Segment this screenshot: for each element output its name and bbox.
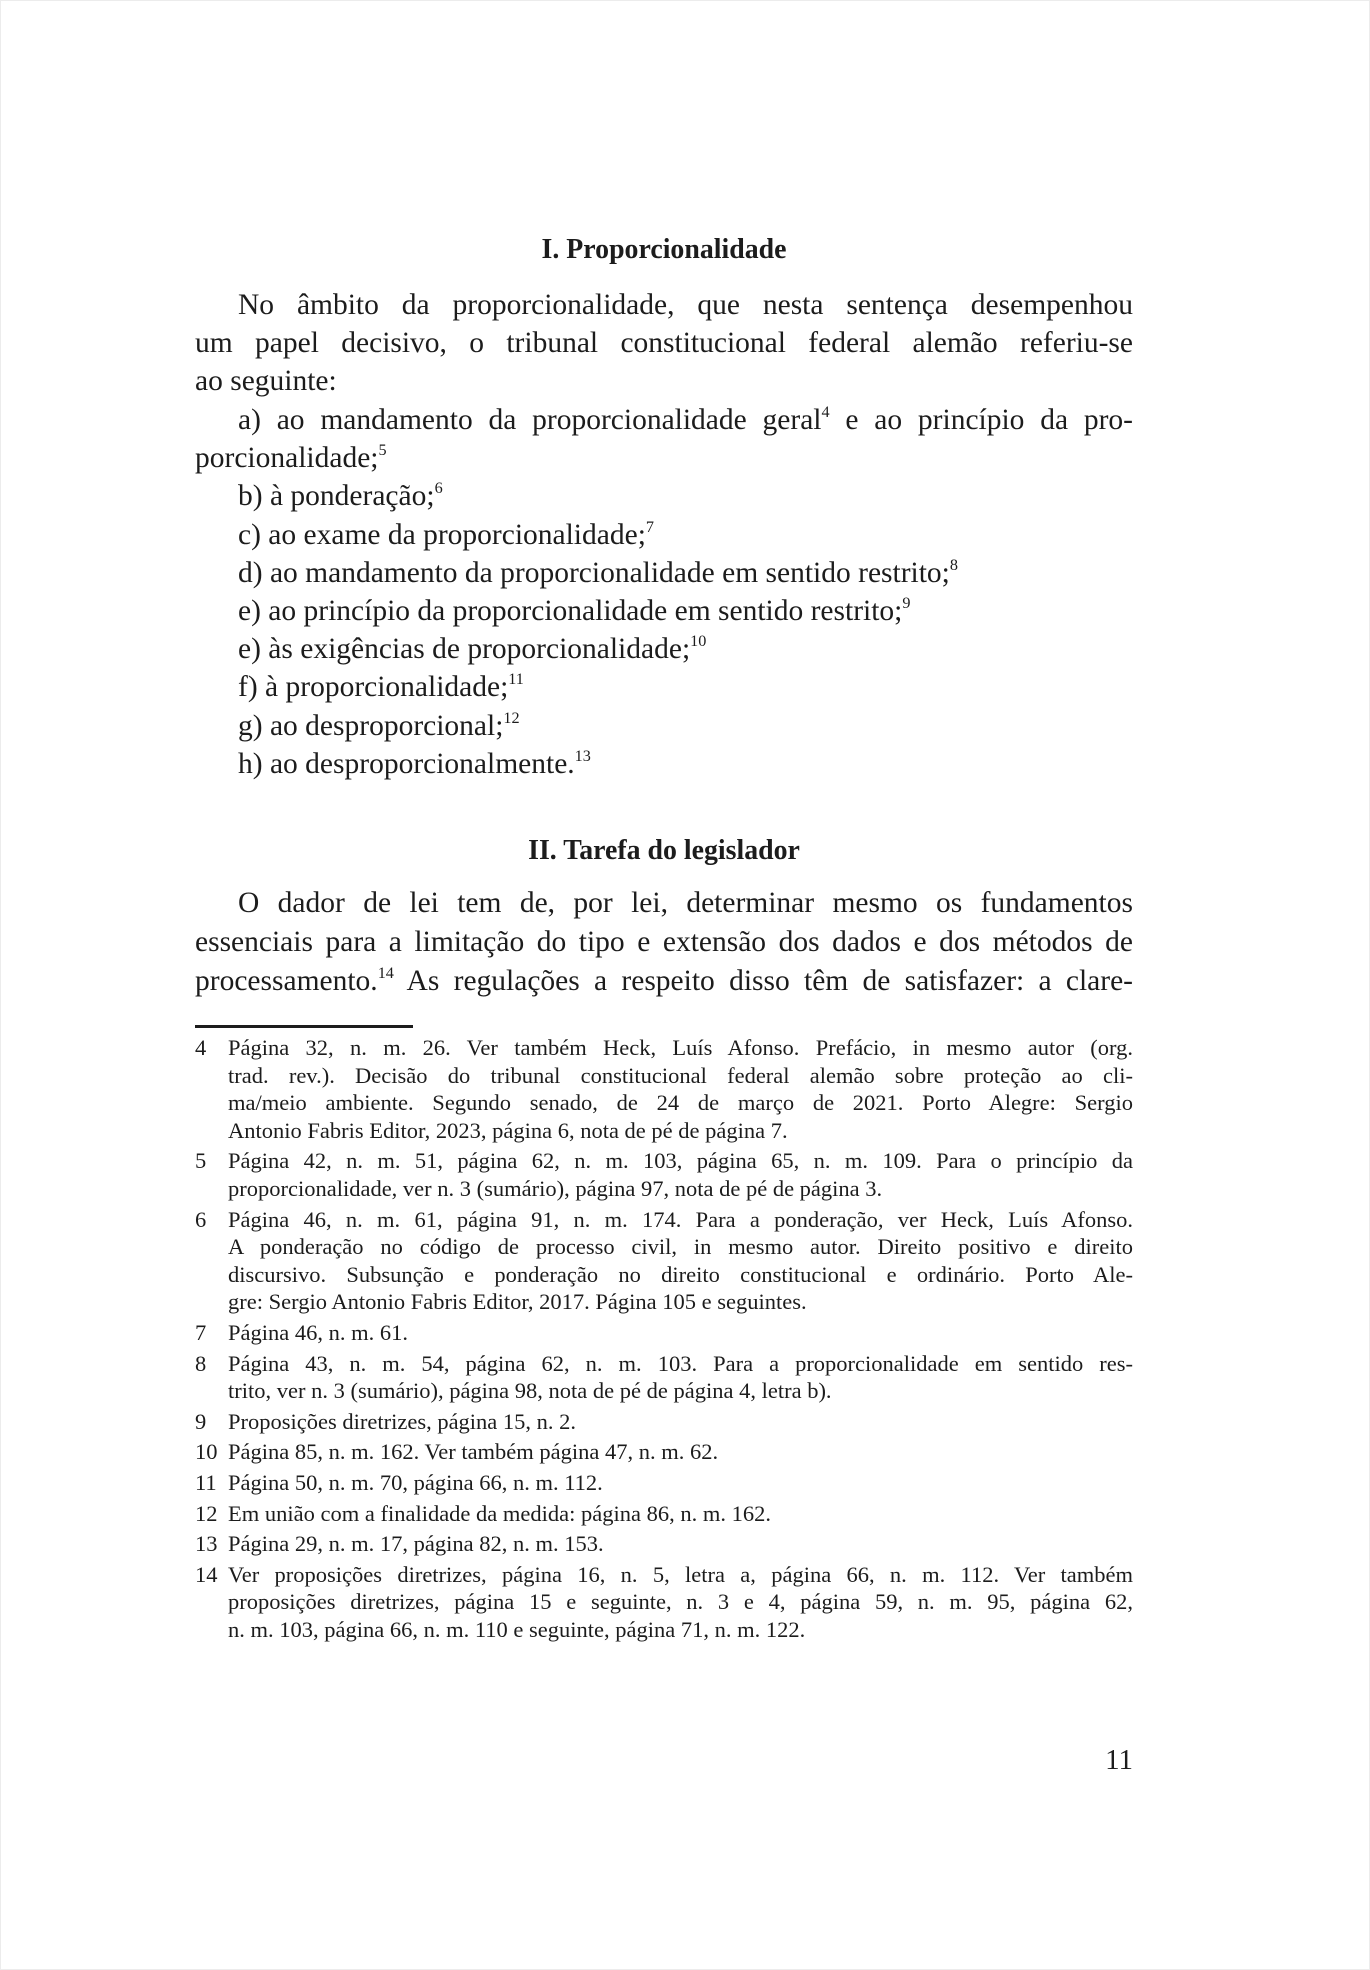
footnote-text: trito, ver n. 3 (sumário), página 98, nota de pé de página 4, letra b). <box>228 1378 832 1404</box>
footnote-text: Em união com a finalidade da medida: página 86, n. m. 162. <box>228 1500 771 1526</box>
list-item-h: h) ao desproporcionalmente.$^{13}$ <box>238 746 591 780</box>
paragraph-line: um papel decisivo, o tribunal constitucional federal alemão referiu-se <box>195 327 1133 359</box>
footnote-text: proposições diretrizes, página 15 e seguinte, n. 3 e 4, página 59, n. m. 95, página 62, <box>228 1589 1133 1615</box>
page-number: 11 <box>1105 1744 1133 1776</box>
paragraph-line: essenciais para a limitação do tipo e extensão dos dados e dos métodos de <box>195 926 1133 958</box>
footnote-ref[interactable]: 13 <box>574 746 591 765</box>
footnote-text: ma/meio ambiente. Segundo senado, de 24 de março de 2021. Porto Alegre: Sergio <box>228 1090 1133 1116</box>
footnote-number: 10 <box>195 1439 218 1465</box>
list-item-e: e) ao princípio da proporcionalidade em sentido restrito;$^9$ <box>238 593 911 627</box>
footnote-text: Página 42, n. m. 51, página 62, n. m. 103, página 65, n. m. 109. Para o princípio da <box>228 1148 1133 1174</box>
footnote-number: 7 <box>195 1320 207 1345</box>
footnote-text: A ponderação no código de processo civil, in mesmo autor. Direito positivo e direito <box>228 1234 1133 1260</box>
footnote-ref[interactable]: 7 <box>645 517 654 536</box>
paragraph-line: No âmbito da proporcionalidade, que nesta sentença desempenhou <box>238 289 1133 321</box>
footnote-text: Página 46, n. m. 61, página 91, n. m. 174. Para a ponderação, ver Heck, Luís Afonso. <box>228 1206 1133 1232</box>
list-item-f: f) à proporcionalidade;$^{11}$ <box>238 669 524 703</box>
list-item-d: d) ao mandamento da proporcionalidade em sentido restrito;$^8$ <box>238 555 958 589</box>
paragraph-line: O dador de lei tem de, por lei, determinar mesmo os fundamentos <box>238 887 1133 919</box>
footnote-ref[interactable]: 4 <box>821 402 830 421</box>
list-item-b: b) à ponderação;$^6$ <box>238 478 443 512</box>
footnote-text: proporcionalidade, ver n. 3 (sumário), página 97, nota de pé de página 3. <box>228 1176 883 1201</box>
list-item-a: a) ao mandamento da proporcionalidade geral$^4$ e ao princípio da pro- <box>238 402 1133 436</box>
footnote-text: Página 29, n. m. 17, página 82, n. m. 153. <box>228 1531 604 1557</box>
list-item-a-cont: porcionalidade;$^5$ <box>195 440 387 474</box>
footnote-number: 14 <box>195 1561 218 1587</box>
footnote-number: 4 <box>195 1035 207 1060</box>
footnote-text: Proposições diretrizes, página 15, n. 2. <box>228 1408 577 1434</box>
footnote-ref[interactable]: 5 <box>378 440 387 459</box>
footnote-number: 6 <box>195 1206 207 1232</box>
footnote-text: n. m. 103, página 66, n. m. 110 e seguinte, página 71, n. m. 122. <box>228 1617 806 1642</box>
paragraph-line: processamento.$^{14}$ As regulações a respeito disso têm de satisfazer: a clare- <box>195 963 1133 997</box>
list-item-g: g) ao desproporcional;$^{12}$ <box>238 708 520 742</box>
footnote-text: gre: Sergio Antonio Fabris Editor, 2017. Página 105 e seguintes. <box>228 1289 807 1315</box>
footnote-text: trad. rev.). Decisão do tribunal constitucional federal alemão sobre proteção ao cli- <box>228 1062 1133 1088</box>
footnote-text: discursivo. Subsunção e ponderação no direito constitucional e ordinário. Porto Ale- <box>228 1261 1133 1287</box>
footnote-text: Antonio Fabris Editor, 2023, página 6, nota de pé de página 7. <box>228 1117 788 1143</box>
footnote-ref[interactable]: 12 <box>503 708 520 727</box>
footnote-number: 12 <box>195 1500 218 1526</box>
footnote-separator <box>195 1025 413 1028</box>
footnote-number: 8 <box>195 1350 207 1376</box>
footnote-ref[interactable]: 10 <box>690 631 707 650</box>
footnote-text: Página 85, n. m. 162. Ver também página 47, n. m. 62. <box>228 1439 719 1465</box>
section-heading-proporcionalidade: I. Proporcionalidade <box>541 233 787 265</box>
footnote-number: 13 <box>195 1531 218 1557</box>
footnote-ref[interactable]: 8 <box>949 555 958 574</box>
footnote-number: 9 <box>195 1408 207 1434</box>
list-item-c: c) ao exame da proporcionalidade;$^7$ <box>238 517 654 551</box>
footnote-ref[interactable]: 9 <box>902 593 911 612</box>
paragraph-line: ao seguinte: <box>195 365 337 397</box>
section-heading-tarefa-legislador: II. Tarefa do legislador <box>528 834 800 866</box>
footnote-text: Página 32, n. m. 26. Ver também Heck, Luís Afonso. Prefácio, in mesmo autor (org. <box>228 1035 1133 1060</box>
footnote-number: 5 <box>195 1148 207 1174</box>
footnote-number: 11 <box>195 1470 217 1495</box>
footnote-ref[interactable]: 6 <box>434 478 443 497</box>
footnote-text: Página 46, n. m. 61. <box>228 1320 408 1345</box>
footnote-text: Ver proposições diretrizes, página 16, n. 5, letra a, página 66, n. m. 112. Ver também <box>228 1561 1133 1587</box>
footnote-ref[interactable]: 14 <box>377 963 394 982</box>
footnote-ref[interactable]: 11 <box>508 669 524 688</box>
footnote-text: Página 50, n. m. 70, página 66, n. m. 112. <box>228 1470 603 1495</box>
footnote-text: Página 43, n. m. 54, página 62, n. m. 103. Para a proporcionalidade em sentido res- <box>228 1350 1133 1376</box>
list-item-e2: e) às exigências de proporcionalidade;$^{10}$ <box>238 631 707 665</box>
